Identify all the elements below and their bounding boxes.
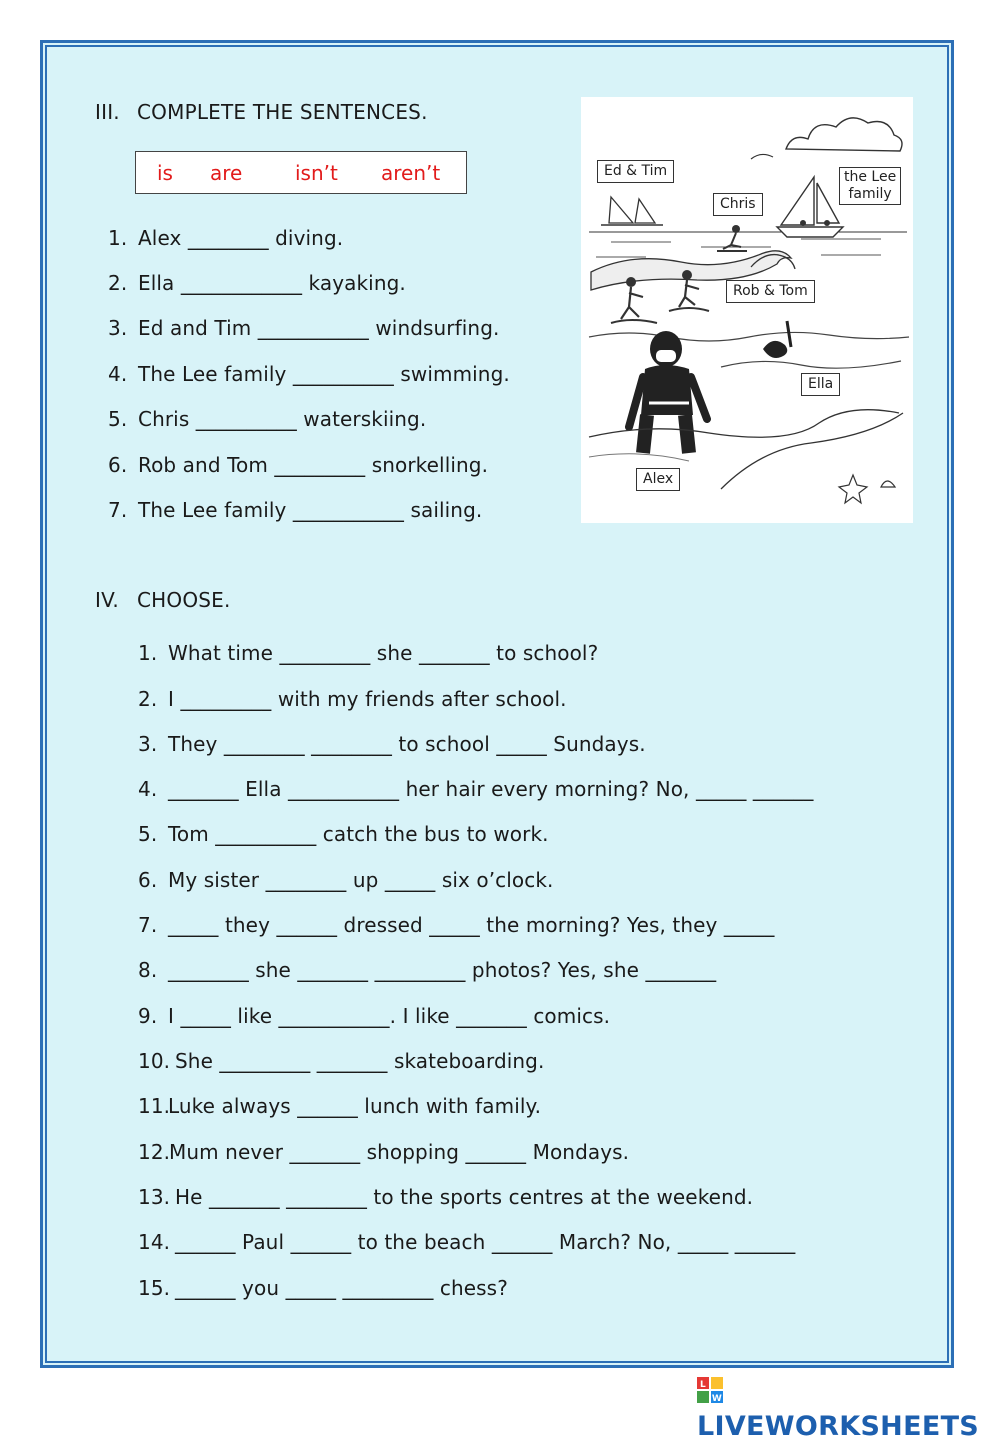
sentence-text[interactable]: ______ Paul ______ to the beach ______ March? No, _____ ______	[175, 1230, 796, 1254]
choose-item-12	[138, 1140, 629, 1164]
item-number: 3.	[138, 732, 158, 756]
item-number: 4.	[138, 777, 158, 801]
sentence-text[interactable]: My sister ________ up _____ six o’clock.	[168, 868, 554, 892]
sentence-text[interactable]: What time _________ she _______ to school?	[168, 641, 599, 665]
label-ella: Ella	[801, 373, 840, 396]
item-number: 10.	[138, 1049, 171, 1073]
choose-item-13	[138, 1185, 753, 1209]
item-number: 15.	[138, 1276, 171, 1300]
section-4-title: CHOOSE.	[137, 588, 231, 612]
sentence-3-2	[108, 271, 406, 295]
label-lee-family	[839, 167, 901, 205]
sentence-3-1	[108, 226, 343, 250]
sentence-text[interactable]: The Lee family ___________ sailing.	[138, 498, 483, 522]
sentence-text[interactable]: The Lee family __________ swimming.	[138, 362, 510, 386]
sentence-text[interactable]: He _______ ________ to the sports centres at the weekend.	[175, 1185, 754, 1209]
sentence-text[interactable]: Tom __________ catch the bus to work.	[168, 822, 549, 846]
section-3-heading	[95, 100, 428, 124]
item-number: 7.	[138, 913, 158, 937]
section-3-title: COMPLETE THE SENTENCES.	[137, 100, 428, 124]
sentence-text[interactable]: Ella ____________ kayaking.	[138, 271, 406, 295]
sentence-3-6	[108, 453, 488, 477]
section-3-number: III.	[95, 100, 120, 124]
sentence-text[interactable]: _______ Ella ___________ her hair every morning? No, _____ ______	[168, 777, 814, 801]
choose-item-9	[138, 1004, 610, 1028]
section-4-number: IV.	[95, 588, 119, 612]
sentence-3-5	[108, 407, 426, 431]
item-number: 1.	[108, 226, 128, 250]
sentence-text[interactable]: ______ you _____ _________ chess?	[175, 1276, 508, 1300]
item-number: 12.	[138, 1140, 171, 1164]
sentence-3-7	[108, 498, 482, 522]
choose-item-15	[138, 1276, 508, 1300]
item-number: 2.	[108, 271, 128, 295]
label-alex: Alex	[636, 468, 680, 491]
item-number: 13.	[138, 1185, 171, 1209]
sentence-text[interactable]: She _________ _______ skateboarding.	[175, 1049, 545, 1073]
choose-item-1	[138, 641, 598, 665]
logo-letter: W	[711, 1394, 723, 1403]
snorkeller-icon	[763, 321, 791, 358]
choose-item-6	[138, 868, 554, 892]
item-number: 4.	[108, 362, 128, 386]
item-number: 5.	[138, 822, 158, 846]
item-number: 7.	[108, 498, 128, 522]
windsurfer-icon	[601, 197, 663, 225]
item-number: 1.	[138, 641, 158, 665]
item-number: 14.	[138, 1230, 171, 1254]
label-chris: Chris	[713, 193, 763, 216]
sentence-text[interactable]: Luke always ______ lunch with family.	[168, 1094, 542, 1118]
item-number: 6.	[108, 453, 128, 477]
choose-item-11	[138, 1094, 541, 1118]
word-bank-word: are	[210, 161, 243, 185]
sentence-text[interactable]: ________ she _______ _________ photos? Yes, she _______	[168, 958, 717, 982]
sentence-text[interactable]: I _____ like ___________. I like _______ comics.	[168, 1004, 611, 1028]
choose-item-10	[138, 1049, 544, 1073]
label-ed-tim: Ed & Tim	[597, 160, 674, 183]
item-number: 8.	[138, 958, 158, 982]
word-bank	[135, 151, 467, 194]
beach-illustration	[581, 97, 913, 523]
section-4-heading	[95, 588, 231, 612]
liveworksheets-logo[interactable]	[697, 1377, 1000, 1442]
cloud-icon	[786, 118, 902, 151]
item-number: 3.	[108, 316, 128, 340]
choose-item-3	[138, 732, 646, 756]
sentence-text[interactable]: Alex ________ diving.	[138, 226, 344, 250]
label-rob-tom: Rob & Tom	[726, 280, 815, 303]
item-number: 5.	[108, 407, 128, 431]
choose-item-2	[138, 687, 567, 711]
choose-item-4	[138, 777, 814, 801]
sentence-text[interactable]: Mum never _______ shopping ______ Mondays.	[169, 1140, 630, 1164]
starfish-icon	[839, 475, 867, 503]
word-bank-word: is	[157, 161, 173, 185]
sentence-text[interactable]: I _________ with my friends after school.	[168, 687, 567, 711]
sentence-text[interactable]: Ed and Tim ___________ windsurfing.	[138, 316, 500, 340]
liveworksheets-logo-icon	[697, 1377, 723, 1410]
sailboat-icon	[777, 177, 843, 237]
liveworksheets-wordmark: LIVEWORKSHEETS	[697, 1411, 980, 1442]
sentence-3-3	[108, 316, 499, 340]
item-number: 6.	[138, 868, 158, 892]
sentence-text[interactable]: _____ they ______ dressed _____ the morning? Yes, they _____	[168, 913, 775, 937]
choose-item-14	[138, 1230, 795, 1254]
logo-letter: L	[699, 1380, 707, 1390]
item-number: 11.	[138, 1094, 171, 1118]
choose-item-7	[138, 913, 774, 937]
diver-icon	[629, 331, 707, 453]
word-bank-word: isn’t	[295, 161, 338, 185]
word-bank-word: aren’t	[381, 161, 441, 185]
item-number: 2.	[138, 687, 158, 711]
label-lee-family-line-1: the Lee	[844, 169, 897, 185]
sentence-3-4	[108, 362, 510, 386]
choose-item-8	[138, 958, 716, 982]
choose-item-5	[138, 822, 549, 846]
sentence-text[interactable]: Rob and Tom _________ snorkelling.	[138, 453, 489, 477]
sentence-text[interactable]: They ________ ________ to school _____ Sundays.	[168, 732, 646, 756]
item-number: 9.	[138, 1004, 158, 1028]
sentence-text[interactable]: Chris __________ waterskiing.	[138, 407, 427, 431]
label-lee-family-line-2: family	[848, 186, 892, 202]
shell-icon	[881, 481, 895, 487]
